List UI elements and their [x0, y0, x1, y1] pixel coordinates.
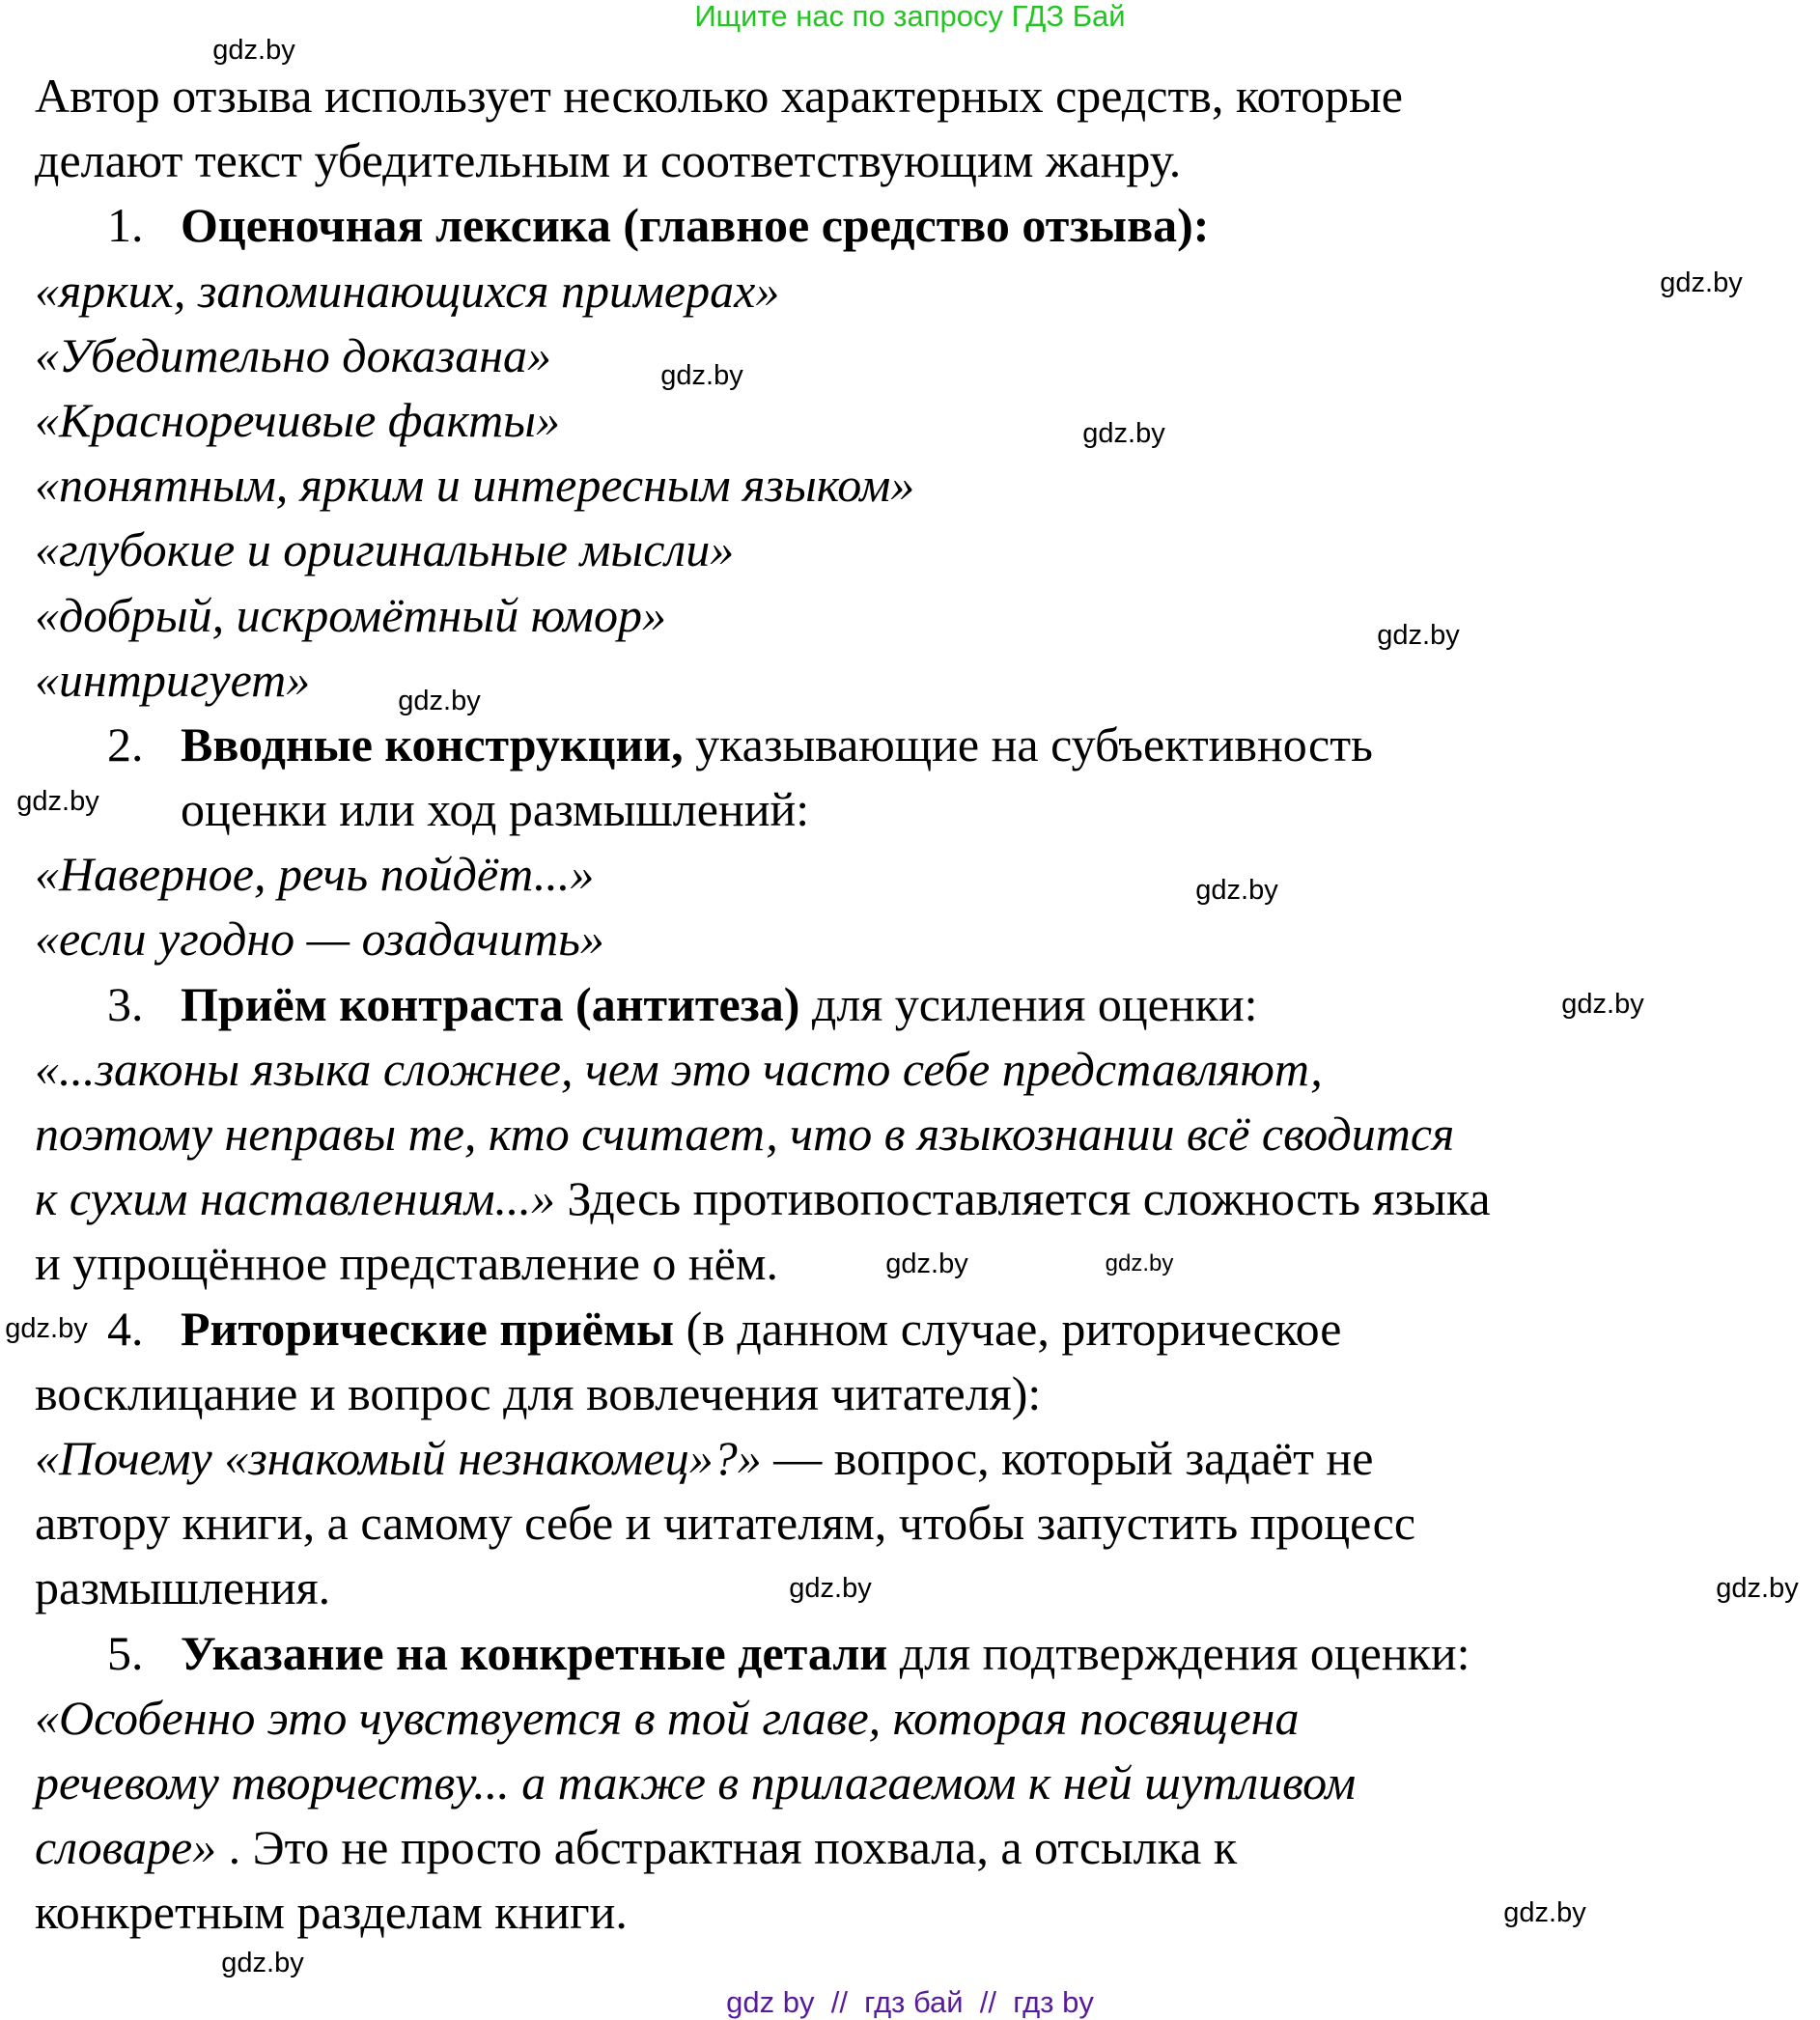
watermark: gdz.by: [1660, 267, 1743, 298]
text: и упрощённое представление о нём.: [35, 1236, 778, 1291]
quote: «Убедительно доказана»: [35, 327, 552, 382]
text: оценки или ход размышлений:: [181, 782, 810, 837]
text: для усиления оценки:: [799, 976, 1258, 1031]
text: . Это не просто абстрактная похвала, а отсылка к: [216, 1820, 1238, 1875]
text-line: [35, 1426, 1373, 1491]
text-line: [35, 1361, 1041, 1426]
text: Автор отзыва использует несколько характерных средств, которые: [35, 69, 1403, 123]
watermark: gdz.by: [1377, 620, 1460, 651]
quote: «ярких, запоминающихся примерах»: [35, 263, 780, 318]
list-item-heading: [35, 193, 1209, 258]
quote: «Наверное, речь пойдёт...»: [35, 847, 595, 902]
text-line: [35, 1880, 628, 1945]
quote: «...законы языка сложнее, чем это часто себе представляют,: [35, 1041, 1323, 1096]
list-item-heading: [35, 1621, 1470, 1686]
watermark: gdz.by: [660, 360, 743, 391]
search-hint-banner: Ищите нас по запросу ГДЗ Бай: [694, 0, 1126, 33]
quote: «понятным, ярким и интересным языком»: [35, 458, 915, 513]
text-line: [35, 1102, 1454, 1166]
list-number: 1.: [107, 198, 144, 253]
quote: «интригует»: [35, 652, 311, 707]
text-line: [35, 1686, 1299, 1751]
text-line: [35, 323, 551, 388]
list-item-heading: [35, 713, 1373, 777]
watermark: gdz.by: [1195, 875, 1278, 906]
text-line: [35, 64, 1403, 128]
text-line: [35, 518, 734, 582]
text-line: [35, 1166, 1491, 1231]
text: (в данном случае, риторическое: [674, 1301, 1342, 1356]
text-line: [35, 1037, 1323, 1102]
text: размышления.: [35, 1560, 331, 1615]
quote: «глубокие и оригинальные мысли»: [35, 522, 735, 577]
text: автору книги, а самому себе и читателям, чтобы запустить процесс: [35, 1496, 1416, 1551]
answer-text: [35, 64, 1811, 1945]
text-line: [35, 388, 560, 453]
quote: «если угодно — озадачить»: [35, 912, 604, 967]
text-line: [35, 1751, 1356, 1815]
watermark: gdz.by: [16, 786, 99, 817]
watermark: gdz.by: [1503, 1897, 1586, 1928]
list-number: 2.: [107, 716, 144, 772]
text-line: [35, 1491, 1415, 1556]
bold-term: Оценочная лексика (главное средство отзыва):: [181, 198, 1210, 253]
quote: «добрый, искромётный юмор»: [35, 587, 666, 642]
text-line: [35, 259, 779, 323]
text: восклицание и вопрос для вовлечения читателя):: [35, 1365, 1042, 1420]
watermark: gdz.by: [5, 1313, 88, 1344]
list-number: 5.: [107, 1625, 144, 1680]
quote: речевому творчеству... а также в прилагаемом к ней шутливом: [35, 1754, 1357, 1810]
bold-term: Вводные конструкции,: [181, 716, 684, 772]
quote: поэтому неправы те, кто считает, что в языкознании всё сводится: [35, 1107, 1455, 1161]
list-item-heading: [35, 972, 1258, 1037]
watermark: gdz.by: [221, 1948, 304, 1978]
text: конкретным разделам книги.: [35, 1885, 628, 1940]
text-line: [35, 842, 594, 907]
watermark: gdz.by: [1716, 1573, 1799, 1604]
text: указывающие на субъективность: [683, 716, 1373, 772]
watermark: gdz.by: [789, 1573, 872, 1604]
footer-links: gdz by // гдз бай // гдз by: [726, 1985, 1094, 2019]
quote: словаре»: [35, 1820, 217, 1875]
watermark: gdz.by: [212, 35, 295, 66]
text-line: [35, 453, 914, 518]
watermark: gdz.by: [885, 1248, 968, 1279]
quote: к сухим наставлениям...»: [35, 1171, 555, 1226]
bold-term: Приём контраста (антитеза): [181, 976, 800, 1031]
bold-term: Указание на конкретные детали: [181, 1625, 888, 1680]
text: — вопрос, который задаёт не: [761, 1430, 1374, 1485]
watermark: gdz.by: [1082, 418, 1165, 449]
text-line: [35, 128, 1181, 193]
list-number: 4.: [107, 1301, 144, 1356]
text: Здесь противопоставляется сложность языка: [555, 1171, 1491, 1226]
watermark: gdz.by: [1561, 989, 1644, 1020]
text: для подтверждения оценки:: [887, 1625, 1470, 1680]
text-line: [35, 777, 809, 842]
quote: «Почему «знакомый незнакомец»?»: [35, 1430, 762, 1485]
text-line: [35, 1231, 778, 1296]
list-item-heading: [35, 1297, 1341, 1361]
text-line: [35, 1815, 1237, 1880]
quote: «Красноречивые факты»: [35, 392, 561, 447]
text-line: [35, 648, 310, 713]
text-line: [35, 583, 666, 648]
list-number: 3.: [107, 976, 144, 1031]
bold-term: Риторические приёмы: [181, 1301, 675, 1356]
text-line: [35, 1556, 330, 1620]
quote: «Особенно это чувствуется в той главе, которая посвящена: [35, 1690, 1300, 1745]
watermark: gdz.by: [1105, 1250, 1174, 1277]
watermark: gdz.by: [398, 686, 481, 716]
text: делают текст убедительным и соответствующим жанру.: [35, 133, 1182, 188]
text-line: [35, 907, 604, 971]
